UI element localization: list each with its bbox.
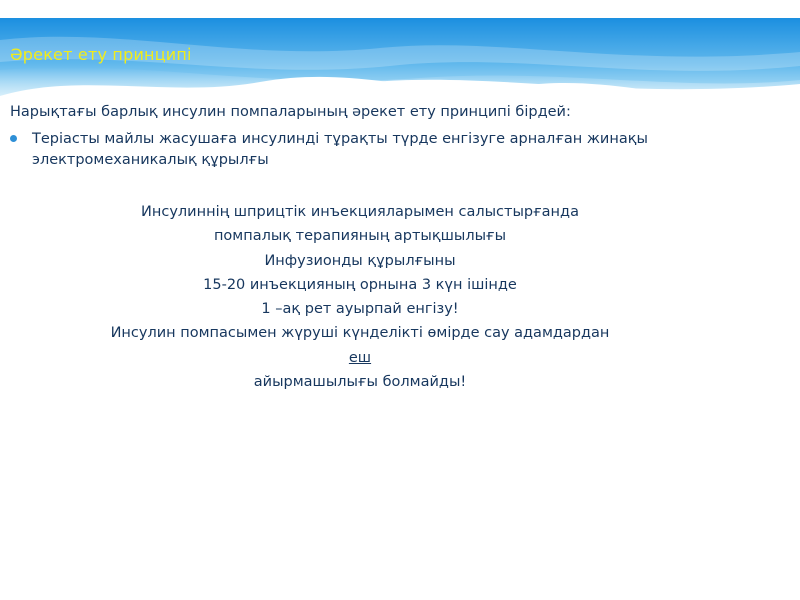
- text-line: Инсулиннің шприцтік инъекцияларымен салыстырғанда: [141, 204, 579, 220]
- text-line: 1 –ақ рет ауырпай енгізу!: [261, 301, 459, 318]
- text-line: айырмашылығы болмайды!: [253, 374, 467, 391]
- bullet-text: Теріасты майлы жасушаға инсулинді тұрақты түрде енгізуге арналған жинақы электромеханикалық құрылғы: [32, 131, 648, 168]
- text-line-underlined: [0, 346, 720, 370]
- centered-text-block: [0, 200, 720, 394]
- text-line: Инфузионды құрылғыны: [264, 252, 456, 269]
- intro-text: Нарықтағы барлық инсулин помпаларының әрекет ету принципі бірдей:: [10, 104, 571, 120]
- bullet-dot-icon: [10, 135, 17, 142]
- text-line: Инсулин помпасымен жүруші күнделікті өмірде сау адамдардан: [110, 325, 610, 342]
- text-line: помпалық терапияның артықшылығы: [213, 228, 507, 245]
- bullet-list-item: [10, 129, 790, 171]
- slide-title: Әрекет ету принципі: [10, 45, 192, 64]
- underlined-word: еш: [348, 349, 372, 366]
- text-line: 15-20 инъекцияның орнына 3 күн ішінде: [203, 276, 517, 293]
